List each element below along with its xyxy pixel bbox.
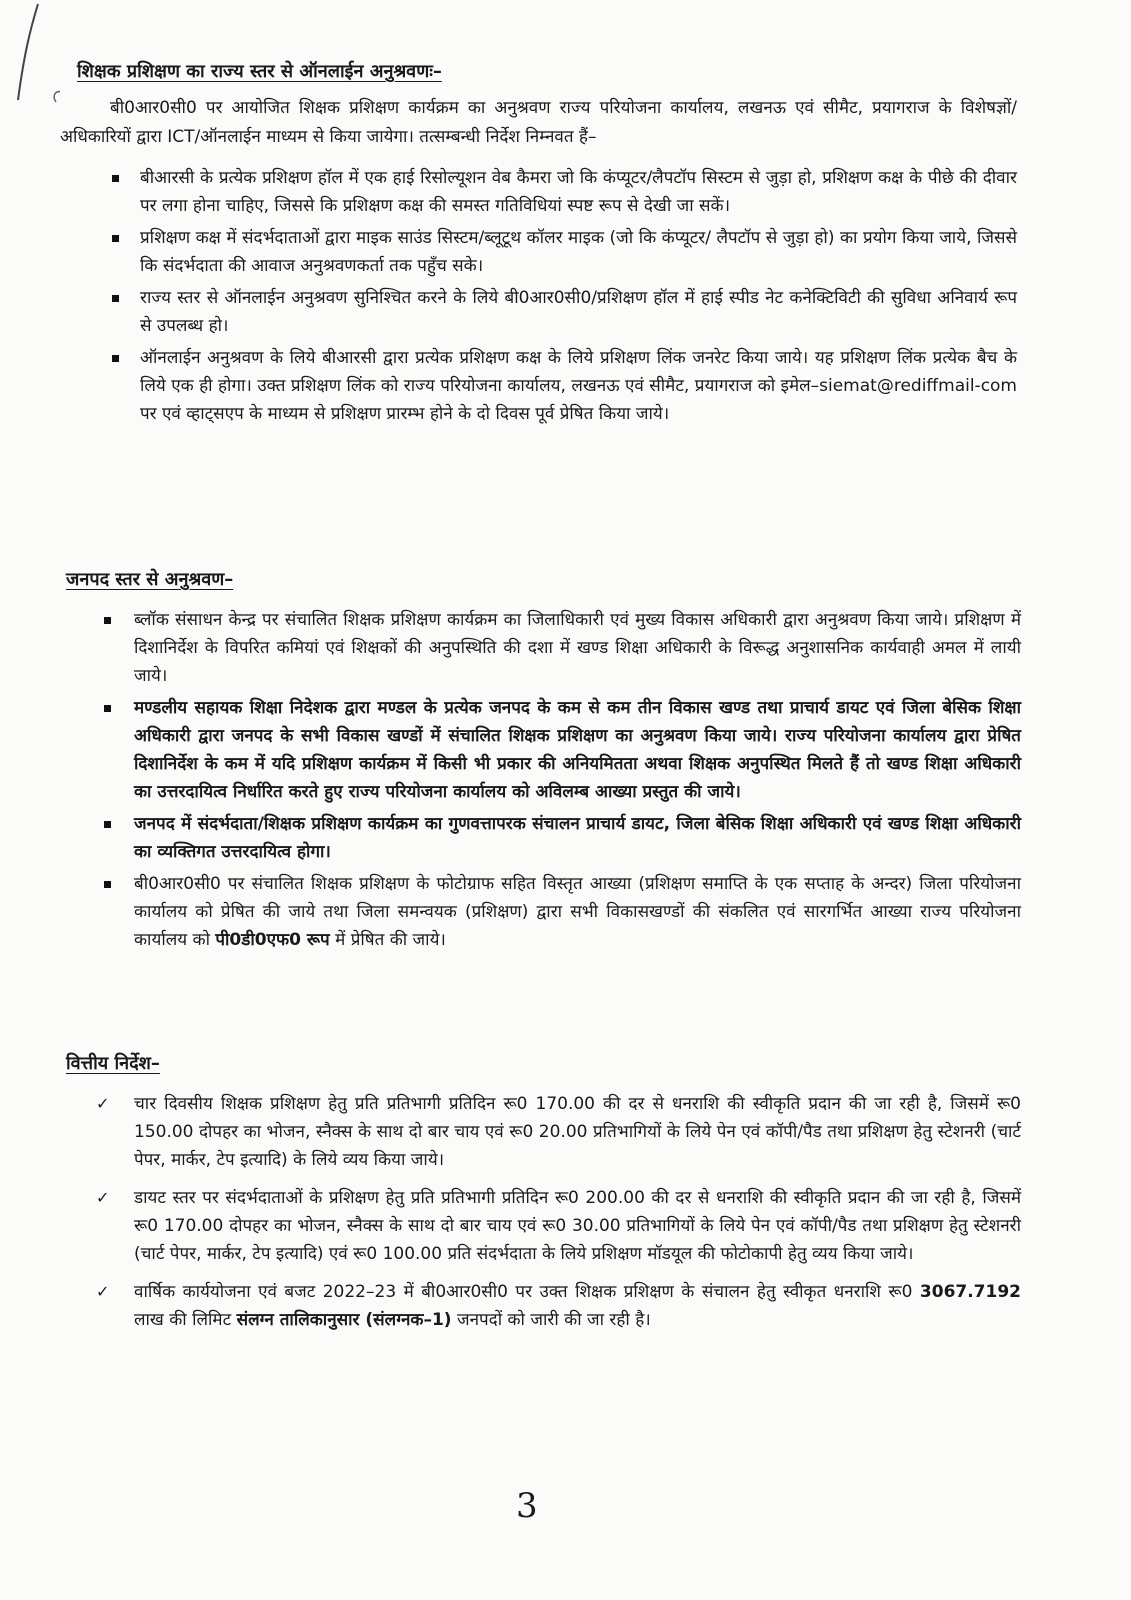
online-monitoring-list — [140, 164, 1017, 428]
bullet-square-icon — [104, 821, 111, 828]
district-monitoring-list — [134, 606, 1021, 954]
list-item: जनपद में संदर्भदाता/शिक्षक प्रशिक्षण कार्यक्रम का गुणवत्तापरक संचालन प्राचार्य डायट, जिला बेसिक शिक्षा अधिकारी एवं खण्ड शिक्षा अधिकारी का व्यक्तिगत उत्तरदायित्व होगा। — [134, 810, 1021, 866]
bullet-square-icon — [112, 295, 119, 302]
section-financial-instructions — [66, 1052, 1021, 1334]
list-item: ✓ चार दिवसीय शिक्षक प्रशिक्षण हेतु प्रति प्रतिभागी प्रतिदिन रू0 170.00 की दर से धनराशि की स्वीकृति प्रदान की जा रही है, जिसमें रू0 150.00 दोपहर का भोजन, स्नैक्स के साथ दो बार चाय एवं रू0 20.00 प्रतिभागियों के लिये पेन एवं कॉपी/पैड तथा प्रशिक्षण हेतु स्टेशनरी (चार्ट पेपर, मार्कर, टेप इत्यादि) के लिये व्यय किया जाये। — [134, 1090, 1021, 1174]
section-heading-financial: वित्तीय निर्देश– — [66, 1053, 160, 1074]
bullet-square-icon — [112, 355, 119, 362]
section-district-monitoring — [66, 568, 1021, 954]
list-item: ✓ डायट स्तर पर संदर्भदाताओं के प्रशिक्षण हेतु प्रति प्रतिभागी प्रतिदिन रू0 200.00 की दर से धनराशि की स्वीकृति प्रदान की जा रही है, जिसमें रू0 170.00 दोपहर का भोजन, स्नैक्स के साथ दो बार चाय एवं रू0 30.00 प्रतिभागियों के लिये पेन एवं कॉपी/पैड तथा प्रशिक्षण हेतु स्टेशनरी (चार्ट पेपर, मार्कर, टेप इत्यादि) एवं रू0 100.00 प्रति संदर्भदाता के लिये प्रशिक्षण मॉडयूल की फोटोकापी हेतु व्यय किया जाये। — [134, 1184, 1021, 1268]
list-item: प्रशिक्षण कक्ष में संदर्भदाताओं द्वारा माइक साउंड सिस्टम/ब्लूटूथ कॉलर माइक (जो कि कंप्यूटर/ लैपटॉप से जुड़ा हो) का प्रयोग किया जाये, जिससे कि संदर्भदाता की आवाज अनुश्रवणकर्ता तक पहुँच सके। — [140, 224, 1017, 280]
bullet-square-icon — [104, 617, 111, 624]
bullet-square-icon — [104, 881, 111, 888]
financial-instructions-list — [96, 1090, 1021, 1334]
list-item: ऑनलाईन अनुश्रवण के लिये बीआरसी द्वारा प्रत्येक प्रशिक्षण कक्ष के लिये प्रशिक्षण लिंक जनरेट किया जाये। यह प्रशिक्षण लिंक प्रत्येक बैच के लिये एक ही होगा। उक्त प्रशिक्षण लिंक को राज्य परियोजना कार्यालय, लखनऊ एवं सीमैट, प्रयागराज को इमेल–siemat@rediffmail-com पर एवं व्हाट्सएप के माध्यम से प्रशिक्षण प्रारम्भ होने के दो दिवस पूर्व प्रेषित किया जाये। — [140, 344, 1017, 428]
intro-paragraph: बी0आर0सी0 पर आयोजित शिक्षक प्रशिक्षण कार्यक्रम का अनुश्रवण राज्य परियोजना कार्यालय, लखनऊ एवं सीमैट, प्रयागराज के विशेषज्ञों/अधिकारियों द्वारा ICT/ऑनलाईन माध्यम से किया जायेगा। तत्सम्बन्धी निर्देश निम्नवत हैं– — [60, 98, 1017, 147]
page-number: 3 — [516, 1486, 538, 1526]
list-item: ब्लॉक संसाधन केन्द्र पर संचालित शिक्षक प्रशिक्षण कार्यक्रम का जिलाधिकारी एवं मुख्य विकास अधिकारी द्वारा अनुश्रवण किया जाये। प्रशिक्षण में दिशानिर्देश के विपरित कमियां एवं शिक्षकों की अनुपस्थिति की दशा में खण्ड शिक्षा अधिकारी के विरूद्ध अनुशासनिक कार्यवाही अमल में लायी जाये। — [134, 606, 1021, 690]
bullet-square-icon — [112, 235, 119, 242]
list-item: मण्डलीय सहायक शिक्षा निदेशक द्वारा मण्डल के प्रत्येक जनपद के कम से कम तीन विकास खण्ड तथा प्राचार्य डायट एवं जिला बेसिक शिक्षा अधिकारी द्वारा जनपद के सभी विकास खण्डों में संचालित शिक्षक प्रशिक्षण का अनुश्रवण किया जाये। राज्य परियोजना कार्यालय द्वारा प्रेषित दिशानिर्देश के कम में यदि प्रशिक्षण कार्यक्रम में किसी भी प्रकार की अनियमितता अथवा शिक्षक अनुपस्थित मिलते हैं तो खण्ड शिक्षा अधिकारी का उत्तरदायित्व निर्धारित करते हुए राज्य परियोजना कार्यालय को अविलम्ब आख्या प्रस्तुत की जाये। — [134, 694, 1021, 806]
checkmark-icon: ✓ — [96, 1094, 110, 1113]
list-item: राज्य स्तर से ऑनलाईन अनुश्रवण सुनिश्चित करने के लिये बी0आर0सी0/प्रशिक्षण हॉल में हाई स्पीड नेट कनेक्टिविटी की सुविधा अनिवार्य रूप से उपलब्ध हो। — [140, 284, 1017, 340]
list-item: ✓ वार्षिक कार्ययोजना एवं बजट 2022–23 में बी0आर0सी0 पर उक्त शिक्षक प्रशिक्षण के संचालन हेतु स्वीकृत धनराशि रू0 3067.7192 लाख की लिमिट संलग्न तालिकानुसार (संलग्नक–1) जनपदों को जारी की जा रही है। — [134, 1278, 1021, 1334]
scan-edge-mark — [0, 0, 60, 110]
bullet-square-icon — [112, 175, 119, 182]
bullet-square-icon — [104, 705, 111, 712]
checkmark-icon: ✓ — [96, 1188, 110, 1207]
section-heading-online-monitoring: शिक्षक प्रशिक्षण का राज्य स्तर से ऑनलाईन अनुश्रवणः– — [77, 61, 442, 82]
checkmark-icon: ✓ — [96, 1282, 110, 1301]
list-item: बी0आर0सी0 पर संचालित शिक्षक प्रशिक्षण के फोटोग्राफ सहित विस्तृत आख्या (प्रशिक्षण समाप्ति के एक सप्ताह के अन्दर) जिला परियोजना कार्यालय को प्रेषित की जाये तथा जिला समन्वयक (प्रशिक्षण) द्वारा सभी विकासखण्डों की संकलित एवं सारगर्भित आख्या राज्य परियोजना कार्यालय को पी0डी0एफ0 रूप में प्रेषित की जाये। — [134, 870, 1021, 954]
list-item: बीआरसी के प्रत्येक प्रशिक्षण हॉल में एक हाई रिसोल्यूशन वेब कैमरा जो कि कंप्यूटर/लैपटॉप सिस्टम से जुड़ा हो, प्रशिक्षण कक्ष के पीछे की दीवार पर लगा होना चाहिए, जिससे कि प्रशिक्षण कक्ष की समस्त गतिविधियां स्पष्ट रूप से देखी जा सकें। — [140, 164, 1017, 220]
section-online-monitoring — [60, 60, 1017, 428]
section-heading-district-monitoring: जनपद स्तर से अनुश्रवण– — [66, 569, 234, 590]
